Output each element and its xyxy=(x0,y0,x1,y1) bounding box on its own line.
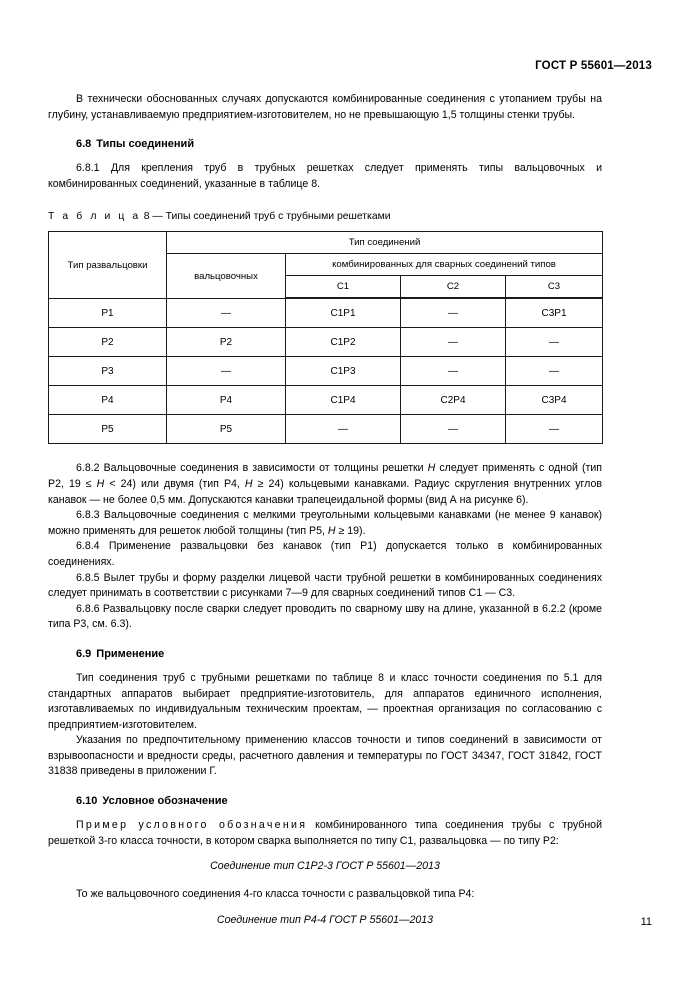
header-group-connection-type: Тип соединений xyxy=(167,232,603,254)
designation-example-lead-2: То же вальцовочного соединения 4-го класса точности с развальцовкой типа Р4: xyxy=(76,888,475,901)
clause-6-8-3 xyxy=(48,508,602,539)
table-8-caption xyxy=(48,209,602,224)
table-header-row-1 xyxy=(49,232,603,254)
example-lead-rest: комбинированного типа соединения трубы с трубной решеткой 3-го класса точности, в котором сварка выполняется по типу С1, развальцовка — по типу Р2: xyxy=(48,819,602,847)
cell-rolled: — xyxy=(167,357,286,386)
cell-c1: — xyxy=(286,415,401,444)
cell-c1: С1Р2 xyxy=(286,328,401,357)
header-c3: С3 xyxy=(506,276,603,299)
cell-c2: — xyxy=(401,357,506,386)
variable-h: H xyxy=(96,477,105,490)
cell-type: Р1 xyxy=(49,298,167,328)
clause-6-9-paragraph-2: Указания по предпочтительному применению классов точности и типов соединений в зависимости от взрывоопасности и вредности среды, расчетного давления и температуры по ГОСТ 34347, ГОСТ 31842, ГОСТ 31838 приведены в приложении Г. xyxy=(48,734,602,778)
header-c1: С1 xyxy=(286,276,401,299)
clause-6-8-3-part-b: ≥ 19). xyxy=(335,524,366,537)
heading-6-9 xyxy=(48,646,602,662)
cell-c2: — xyxy=(401,328,506,357)
designation-line-1: Соединение тип С1Р2-3 ГОСТ Р 55601—2013 xyxy=(210,860,440,873)
table-head xyxy=(49,232,603,299)
cell-c3: С3Р4 xyxy=(506,386,603,415)
table-body xyxy=(49,298,603,444)
cell-rolled: Р2 xyxy=(167,328,286,357)
variable-h: H xyxy=(427,462,436,475)
standard-designation: ГОСТ Р 55601—2013 xyxy=(535,60,652,72)
header-c2: С2 xyxy=(401,276,506,299)
cell-c2: С2Р4 xyxy=(401,386,506,415)
designation-line-2: Соединение тип Р4-4 ГОСТ Р 55601—2013 xyxy=(216,913,434,926)
table-row xyxy=(49,328,603,357)
variable-h: H xyxy=(244,477,253,490)
header-rolled: вальцовочных xyxy=(167,254,286,299)
cell-rolled: Р5 xyxy=(167,415,286,444)
clause-6-8-2 xyxy=(48,461,602,508)
heading-6-8 xyxy=(48,136,602,152)
page-content xyxy=(48,92,602,928)
cell-c3: С3Р1 xyxy=(506,298,603,328)
heading-6-10-title: Условное обозначение xyxy=(102,795,228,808)
table-8-connection-types xyxy=(48,231,603,444)
clause-6-8-1: 6.8.1 Для крепления труб в трубных решетках следует применять типы вальцовочных и комбинированных соединений, указанные в таблице 8. xyxy=(48,162,602,190)
heading-6-8-title: Типы соединений xyxy=(96,138,195,151)
cell-c3: — xyxy=(506,328,603,357)
clause-6-8-6: 6.8.6 Развальцовку после сварки следует проводить по сварному шву на длине, указанной в 6.2.2 (кроме типа Р3, см. 6.3). xyxy=(48,602,602,631)
cell-c1: С1Р1 xyxy=(286,298,401,328)
cell-type: Р5 xyxy=(49,415,167,444)
heading-6-9-title: Применение xyxy=(96,647,165,660)
cell-c1: С1Р3 xyxy=(286,357,401,386)
cell-rolled: — xyxy=(167,298,286,328)
cell-c1: С1Р4 xyxy=(286,386,401,415)
cell-c2: — xyxy=(401,298,506,328)
clause-6-8-5: 6.8.5 Вылет трубы и форму разделки лицевой части трубной решетки в комбинированных соединениях следует принимать в соответствии с рисунками 7—9 для сварных соединений типов С1 — С3. xyxy=(48,571,602,600)
example-lead-emphasis: Пример условного обозначения xyxy=(76,819,308,832)
cell-c3: — xyxy=(506,415,603,444)
table-caption-title: Типы соединений труб с трубными решетками xyxy=(165,211,391,223)
heading-6-9-number: 6.9 xyxy=(76,647,92,660)
cell-type: Р2 xyxy=(49,328,167,357)
header-type-razvaltsovki: Тип развальцовки xyxy=(49,232,167,299)
header-group-combined: комбинированных для сварных соединений типов xyxy=(286,254,603,276)
cell-c2: — xyxy=(401,415,506,444)
table-row xyxy=(49,357,603,386)
heading-6-10 xyxy=(48,793,602,809)
table-caption-number: 8 xyxy=(143,211,150,223)
clause-6-8-2-part-a: 6.8.2 Вальцовочные соединения в зависимости от толщины решетки xyxy=(76,462,428,475)
table-caption-dash: — xyxy=(152,211,163,223)
heading-6-10-number: 6.10 xyxy=(76,795,98,808)
page-number: 11 xyxy=(640,916,652,928)
intro-paragraph: В технически обоснованных случаях допускаются комбинированные соединения с утопанием трубы на глубину, устанавливаемую предприятием-изготовителем, но не превышающую 1,5 толщины стенки трубы. xyxy=(48,93,602,121)
clause-6-9-paragraph-1: Тип соединения труб с трубными решетками по таблице 8 и класс точности соединения по 5.1 для стандартных аппаратов выбирает предприятие-изготовитель, для аппаратов единичного исполнения, изготавливаемых по индивидуальным техническим проектам, — проектная организация по согласованию с предприятием-изготовителем. xyxy=(48,671,602,731)
cell-c3: — xyxy=(506,357,603,386)
table-row xyxy=(49,386,603,415)
cell-type: Р3 xyxy=(49,357,167,386)
table-row xyxy=(49,298,603,328)
clause-6-8-2-part-b: следует применять с одной (тип Р2, 19 ≤ xyxy=(48,462,602,490)
table-row xyxy=(49,415,603,444)
clause-6-8-3-part-a: 6.8.3 Вальцовочные соединения с мелкими треугольными кольцевыми канавками (не менее 9 канавок) можно применять для решеток любой толщины (тип Р5, xyxy=(48,509,602,537)
clause-6-8-4: 6.8.4 Применение развальцовки без канавок (тип Р1) допускается только в комбинированных соединениях. xyxy=(48,540,602,568)
heading-6-8-number: 6.8 xyxy=(76,138,92,151)
cell-rolled: Р4 xyxy=(167,386,286,415)
clause-6-8-2-part-c: < 24) или двумя (тип Р4, xyxy=(104,477,245,490)
cell-type: Р4 xyxy=(49,386,167,415)
designation-example-lead-1 xyxy=(48,818,602,849)
table-caption-label: Т а б л и ц а xyxy=(48,211,141,223)
running-header xyxy=(48,60,652,72)
variable-h: H xyxy=(327,524,336,537)
clause-6-8-2-part-d: ≥ 24) кольцевыми канавками. Радиус скругления внутренних углов канавок — не более 0,5 мм. Допускаются канавки трапецеидальной формы (вид А на рисунке 6). xyxy=(48,477,602,506)
